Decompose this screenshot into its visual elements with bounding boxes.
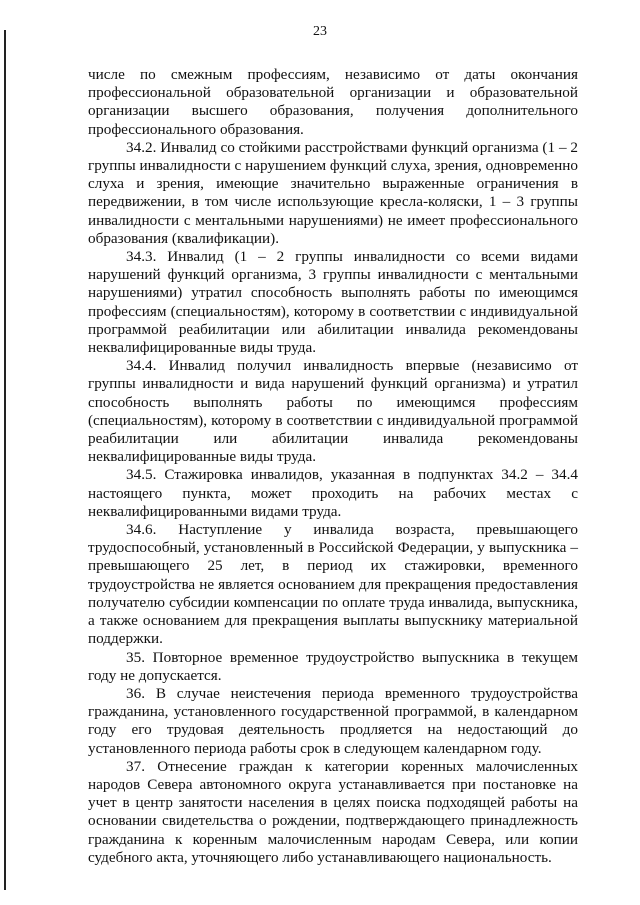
scan-edge-line: [4, 30, 6, 890]
paragraph-34-2: 34.2. Инвалид со стойкими расстройствами функций организма (1 – 2 группы инвалидности с нарушением функций слуха, зрения, одновременно слуха и зрения, имеющие значительно выраженные ограничения в передвижении, в том числе использующие кресла-коляски, 1 – 3 группы инвалидности с ментальными нарушениями) не имеет профессионального образования (квалификации).: [88, 138, 578, 247]
document-body: [88, 66, 578, 867]
paragraph-continuation: числе по смежным профессиям, независимо от даты окончания профессиональной образовательной организации и образовательной организации высшего образования, получения дополнительного профессионального образования.: [88, 66, 578, 138]
paragraph-34-4: 34.4. Инвалид получил инвалидность впервые (независимо от группы инвалидности и вида нарушений функций организма) и утратил способность выполнять работы по имеющимся профессиям (специальностям), которому в соответствии с индивидуальной программой реабилитации или абилитации инвалида рекомендованы неквалифицированные виды труда.: [88, 357, 578, 466]
paragraph-34-3: 34.3. Инвалид (1 – 2 группы инвалидности со всеми видами нарушений функций организма, 3 группы инвалидности с ментальными нарушениями) утратил способность выполнять работы по имеющимся профессиям (специальностям), которому в соответствии с индивидуальной программой реабилитации или абилитации инвалида рекомендованы неквалифицированные виды труда.: [88, 248, 578, 357]
paragraph-35: 35. Повторное временное трудоустройство выпускника в текущем году не допускается.: [88, 648, 578, 684]
paragraph-36: 36. В случае неистечения периода временного трудоустройства гражданина, установленного государственной программой, в календарном году его трудовая деятельность продляется на недостающий до установленного периода работы срок в следующем календарном году.: [88, 684, 578, 757]
page-number: 23: [313, 24, 327, 39]
paragraph-37: 37. Отнесение граждан к категории коренных малочисленных народов Севера автономного округа устанавливается при постановке на учет в центр занятости населения в целях поиска подходящей работы на основании свидетельства о рождении, подтверждающего принадлежность гражданина к коренным малочисленным народам Севера, или копии судебного акта, уточняющего либо устанавливающего национальность.: [88, 757, 578, 866]
paragraph-34-5: 34.5. Стажировка инвалидов, указанная в подпунктах 34.2 – 34.4 настоящего пункта, может проходить на рабочих местах с неквалифицированными видами труда.: [88, 466, 578, 520]
paragraph-34-6: 34.6. Наступление у инвалида возраста, превышающего трудоспособный, установленный в Российской Федерации, у выпускника – превышающего 25 лет, в период их стажировки, временного трудоустройства не является основанием для прекращения предоставления получателю субсидии компенсации по оплате труда инвалида, выпускника, а также основанием для прекращения выплаты выпускнику материальной поддержки.: [88, 521, 578, 648]
